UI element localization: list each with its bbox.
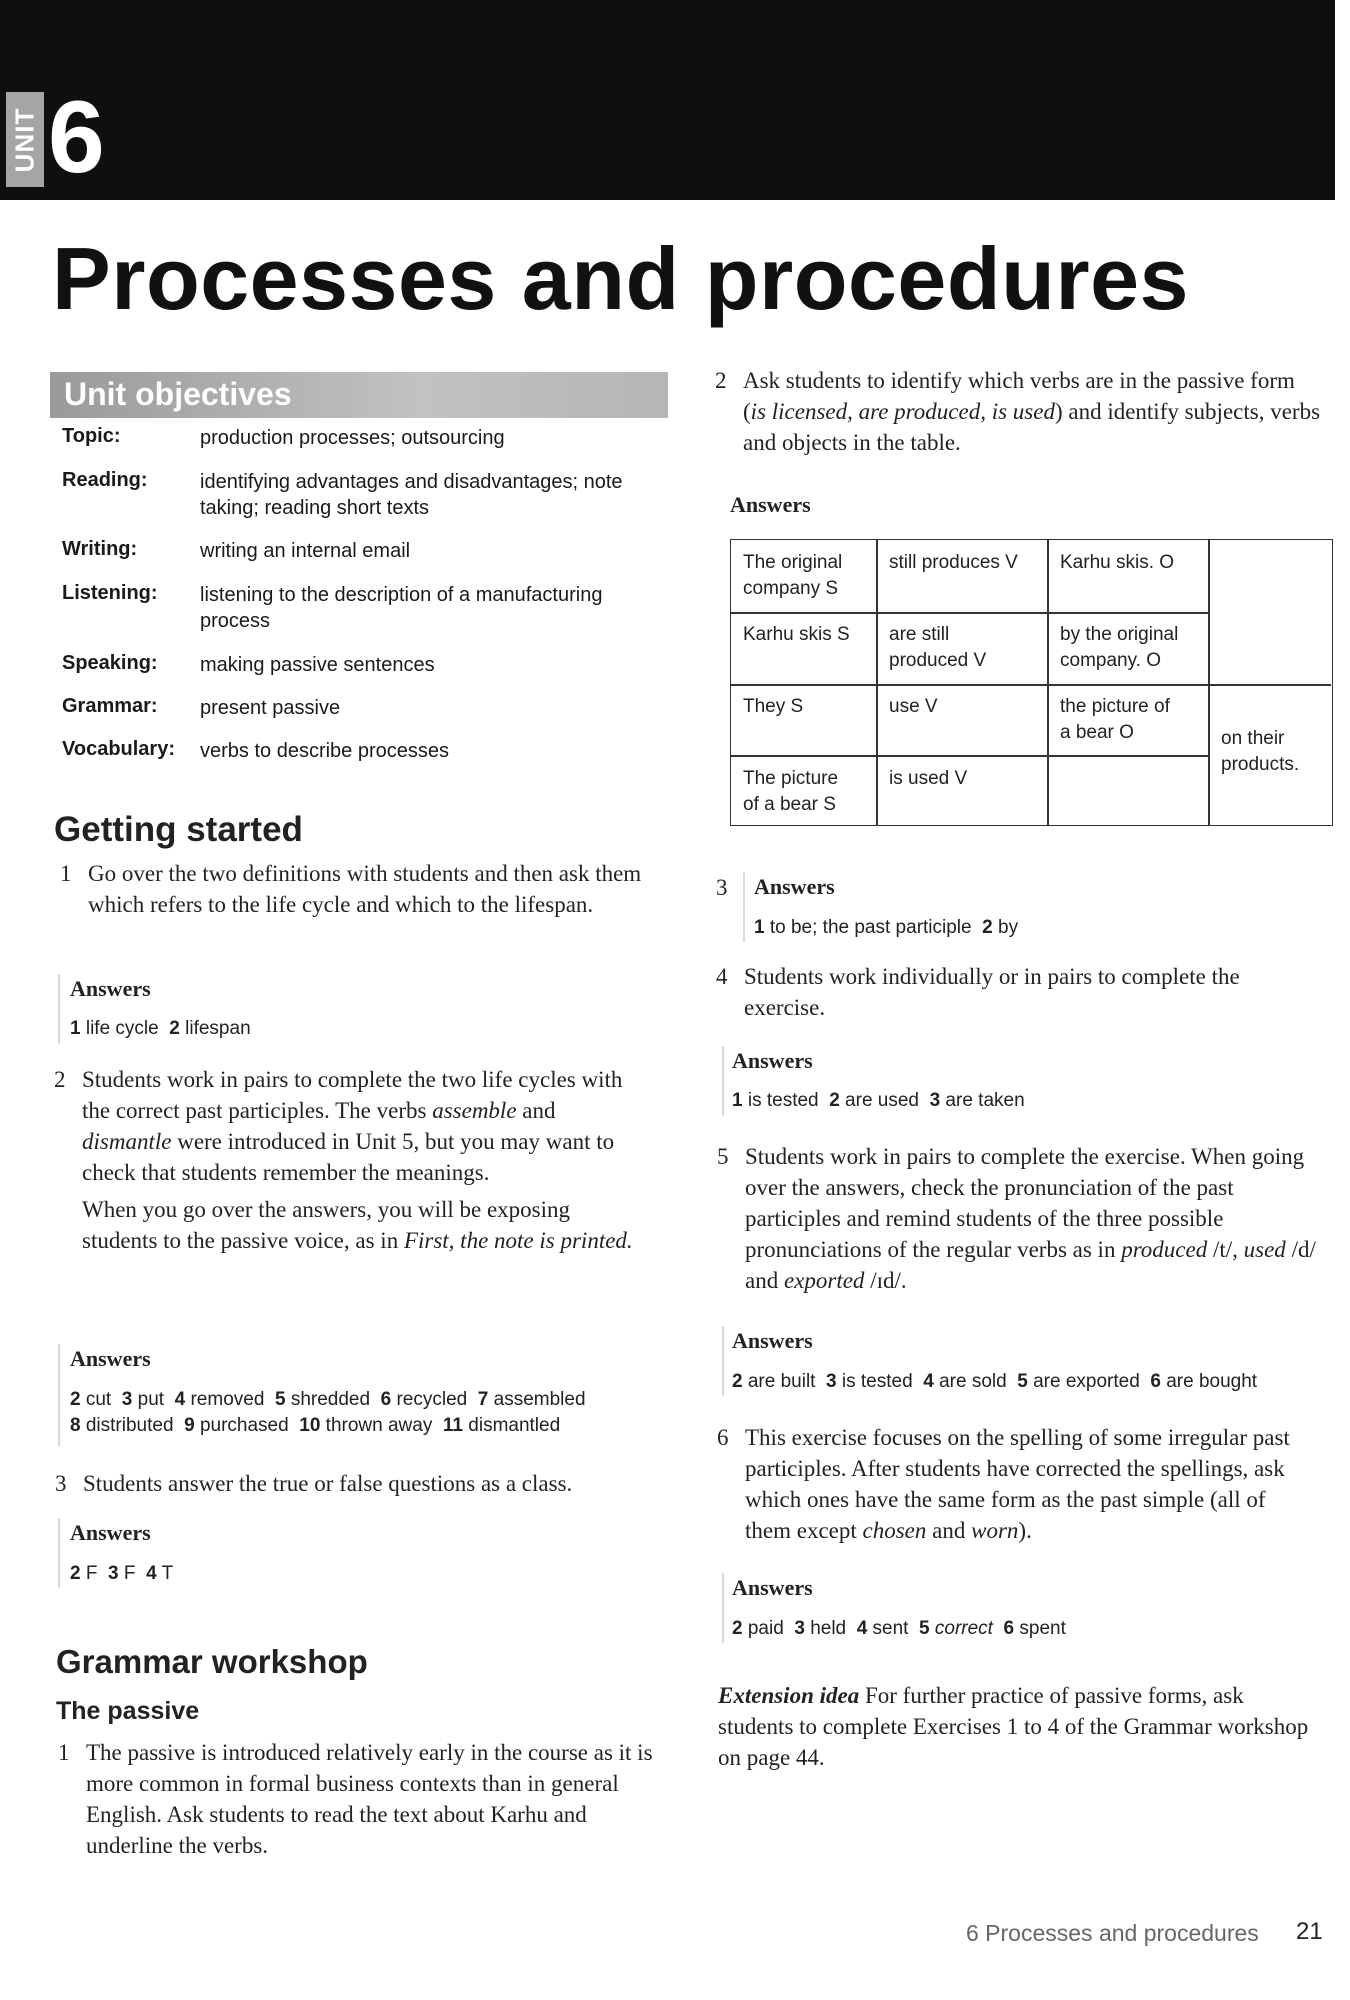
objective-text: writing an internal email — [200, 540, 411, 562]
objective-label: Reading: — [62, 469, 148, 491]
answers-bar — [722, 1573, 724, 1643]
answers-line: 1 is tested 2 are used 3 are taken — [732, 1090, 1025, 1111]
answers-bar — [58, 974, 60, 1044]
item-number: 6 — [717, 1425, 729, 1450]
item-number: 5 — [717, 1144, 729, 1169]
right-item-5: 5 Students work in pairs to complete the exercise. When going over the answers, check the pronunciation of the past participles and remind students of the three possible pronunciations of the regular verbs as in produced /t/, used /d/ and exported /ɪd/. — [745, 1141, 1330, 1296]
answers-label: Answers — [730, 492, 811, 517]
objective-label: Writing: — [62, 538, 138, 560]
objective-label: Grammar: — [62, 695, 158, 717]
item-number: 2 — [715, 368, 727, 393]
answers-line: 8 distributed 9 purchased 10 thrown away 11 dismantled — [70, 1415, 561, 1436]
table-cell: by the original company. O — [1060, 624, 1179, 671]
table-cell: The original company S — [743, 552, 843, 599]
answers-label: Answers — [70, 1520, 151, 1545]
right-item-6: 6 This exercise focuses on the spelling of some irregular past participles. After students have corrected the spellings, ask which ones have the same form as the past simple (all of them except chosen and worn). — [745, 1422, 1317, 1546]
gs-item-3: 3 Students answer the true or false questions as a class. — [83, 1468, 653, 1499]
answers-label: Answers — [70, 976, 151, 1001]
table-cell: Karhu skis. O — [1060, 552, 1175, 573]
answers-bar — [58, 1344, 60, 1446]
answers-label: Answers — [732, 1328, 813, 1353]
grammar-workshop-heading: Grammar workshop — [56, 1643, 368, 1680]
objective-text: present passive — [200, 697, 341, 719]
item-number: 2 — [54, 1067, 66, 1092]
objectives-heading: Unit objectives — [50, 372, 668, 418]
table-cell-merged: on their products. — [1221, 728, 1300, 775]
unit-number: 6 — [48, 80, 105, 194]
item-number: 3 — [716, 875, 728, 900]
table-cell: is used V — [889, 768, 968, 789]
answers-bar — [743, 872, 745, 942]
answers-line: 2 F 3 F 4 T — [70, 1563, 174, 1584]
table-cell: the picture of a bear O — [1060, 696, 1170, 743]
grammar-item-1: 1 The passive is introduced relatively early in the course as it is more common in formal business contexts than in general English. Ask students to read the text about Karhu and underline the verbs. — [86, 1737, 666, 1861]
answers-bar — [722, 1326, 724, 1396]
answers-line: 2 are built 3 is tested 4 are sold 5 are exported 6 are bought — [732, 1371, 1258, 1392]
unit-banner — [0, 0, 1335, 200]
getting-started-heading: Getting started — [54, 810, 303, 849]
item-number: 3 — [55, 1471, 67, 1496]
unit-label: UNIT — [6, 92, 44, 187]
table-cell: The picture of a bear S — [743, 768, 839, 815]
objective-text: making passive sentences — [200, 654, 435, 676]
objective-text: production processes; outsourcing — [200, 427, 505, 449]
answers-label: Answers — [732, 1575, 813, 1600]
page-title: Processes and procedures — [52, 229, 1189, 328]
passive-subheading: The passive — [56, 1697, 200, 1725]
footer-title: 6 Processes and procedures — [966, 1920, 1259, 1946]
page-number: 21 — [1296, 1918, 1323, 1945]
answers-line: 2 paid 3 held 4 sent 5 correct 6 spent — [732, 1618, 1066, 1639]
gs-item-2-para: When you go over the answers, you will be exposing students to the passive voice, as in First, the note is printed. — [82, 1197, 633, 1253]
svo-table — [730, 539, 1333, 826]
table-cell: use V — [889, 696, 938, 717]
answers-label: Answers — [70, 1346, 151, 1371]
objective-label: Vocabulary: — [62, 738, 175, 760]
extension-idea: Extension idea For further practice of passive forms, ask students to complete Exercises 1 to 4 of the Grammar workshop on page 44. — [718, 1683, 1309, 1770]
table-cell: still produces V — [889, 552, 1018, 573]
answers-label: Answers — [754, 874, 835, 899]
item-number: 1 — [60, 861, 72, 886]
objective-text: identifying advantages and disadvantages; note taking; reading short texts — [200, 471, 623, 519]
answers-bar — [722, 1046, 724, 1116]
answers-bar — [58, 1518, 60, 1588]
gs-item-2: 2 Students work in pairs to complete the two life cycles with the correct past participles. The verbs assemble and dismantle were introduced in Unit 5, but you may want to check that students remember the meanings. When you go over the answers, you will be exposing students to the passive voice, as in First, the note is printed. — [82, 1064, 647, 1256]
objective-label: Listening: — [62, 582, 158, 604]
objective-label: Topic: — [62, 425, 121, 447]
table-cell: They S — [743, 696, 804, 717]
answers-label: Answers — [732, 1048, 813, 1073]
item-number: 1 — [58, 1740, 70, 1765]
answers-line: 1 life cycle 2 lifespan — [70, 1018, 251, 1039]
table-cell: Karhu skis S — [743, 624, 850, 645]
answers-line: 1 to be; the past participle 2 by — [754, 917, 1019, 938]
item-number: 4 — [716, 964, 728, 989]
objective-text: listening to the description of a manufacturing process — [200, 584, 603, 632]
right-item-4: 4 Students work individually or in pairs to complete the exercise. — [744, 961, 1324, 1023]
objective-label: Speaking: — [62, 652, 158, 674]
objective-text: verbs to describe processes — [200, 740, 450, 762]
answers-line: 2 cut 3 put 4 removed 5 shredded 6 recycled 7 assembled — [70, 1389, 586, 1410]
gs-item-1: 1 Go over the two definitions with students and then ask them which refers to the life cycle and which to the lifespan. — [88, 858, 664, 920]
right-item-2: 2 Ask students to identify which verbs are in the passive form (is licensed, are produced, is used) and identify subjects, verbs and objects in the table. — [743, 365, 1323, 458]
table-cell: are still produced V — [889, 624, 987, 671]
